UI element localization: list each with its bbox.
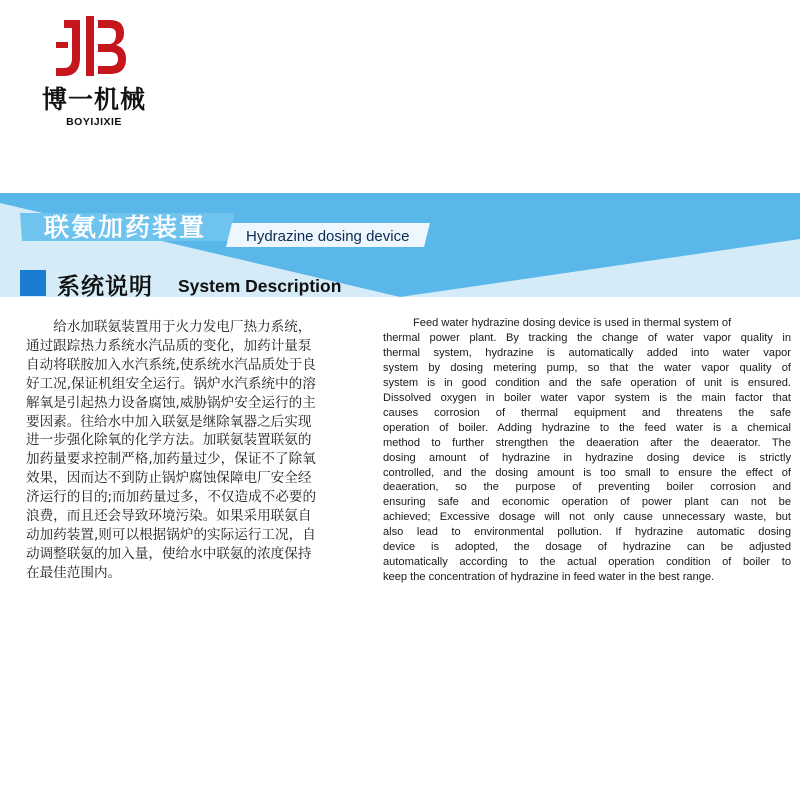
description-en-line: thermal power plant. By tracking the change of water vapor quality in bbox=[383, 331, 791, 344]
description-en bbox=[383, 316, 791, 585]
description-en-line: causes corrosion of thermal equipment and threatens the safe bbox=[383, 406, 791, 419]
description-en-line: system is in good condition and the safe operation of unit is ensured. bbox=[383, 376, 791, 389]
description-en-line: automatically according to the actual operation condition of boiler to bbox=[383, 556, 791, 569]
red-jb-monogram-icon bbox=[50, 12, 130, 80]
description-cn-line: 要因素。往给水中加入联氨是继除氧器之后实现 bbox=[26, 413, 312, 430]
description-en-line: keep the concentration of hydrazine in feed water in the best range. bbox=[383, 571, 715, 584]
description-cn bbox=[26, 318, 366, 583]
banner-title-cn: 联氨加药装置 bbox=[44, 213, 207, 242]
banner-title-en: Hydrazine dosing device bbox=[246, 228, 410, 245]
brand-name-cn: 博一机械 bbox=[41, 85, 146, 114]
description-en-line: device is adopted, the dosage of hydrazine can be adjusted bbox=[383, 541, 791, 554]
description-cn-line: 给水加联氨装置用于火力发电厂热力系统， bbox=[26, 319, 312, 335]
description-en-line: thermal system, hydrazine is automatically added into water vapor bbox=[383, 346, 791, 359]
description-cn-line: 自动将联胺加入水汽系统,使系统水汽品质处于良 bbox=[26, 356, 316, 373]
description-cn-line: 解氧是引起热力设备腐蚀,威胁锅炉安全运行的主 bbox=[26, 394, 316, 411]
description-cn-line: 通过跟踪热力系统水汽品质的变化，加药计量泵 bbox=[26, 337, 312, 354]
description-cn-line: 浪费，而且还会导致环境污染。如果采用联氨自 bbox=[26, 508, 312, 525]
description-en-line: method to further strengthen the deaeration after the deaerator. The bbox=[383, 436, 791, 449]
description-en-line: controlled, and the dosing amount is too small to ensure the effect of bbox=[383, 466, 791, 479]
description-cn-line: 加药量要求控制严格,加药量过少，保证不了除氧 bbox=[26, 451, 316, 468]
description-en-line: ensuring safe and economic operation of power plant can not be bbox=[383, 496, 791, 509]
description-cn-line: 好工况,保证机组安全运行。锅炉水汽系统中的溶 bbox=[26, 375, 316, 392]
brand-logo bbox=[30, 8, 170, 133]
description-cn-line: 动加药装置,则可以根据锅炉的实际运行工况，自 bbox=[26, 526, 316, 543]
description-cn-line: 效果，因而达不到防止锅炉腐蚀保障电厂安全经 bbox=[26, 470, 312, 487]
description-en-line: also lead to environmental pollution. If hydrazine automatic dosing bbox=[383, 526, 791, 539]
description-en-line: operation of boiler. Adding hydrazine to the feed water is a chemical bbox=[383, 421, 791, 434]
description-en-line: Dissolved oxygen in boiler water vapor system is the main factor that bbox=[383, 391, 791, 404]
description-en-line: achieved; Excessive dosage will not only cause unnecessary waste, but bbox=[383, 511, 791, 524]
section-title-cn: 系统说明 bbox=[57, 274, 153, 300]
description-en-line: deaeration, so the purpose of preventing boiler corrosion and bbox=[383, 481, 791, 494]
brand-name-en: BOYIJIXIE bbox=[66, 116, 122, 128]
description-en-line: Feed water hydrazine dosing device is used in thermal system of bbox=[413, 317, 732, 329]
description-cn-line: 在最佳范围内。 bbox=[26, 564, 122, 581]
description-en-line: system by dosing metering pump, so that the water vapor quality of bbox=[383, 361, 791, 374]
section-title-en: System Description bbox=[178, 276, 342, 296]
description-cn-line: 动调整联氨的加入量，使给水中联氨的浓度保持 bbox=[26, 545, 312, 562]
description-cn-line: 济运行的目的;而加药量过多，不仅造成不必要的 bbox=[26, 489, 317, 506]
section-marker bbox=[20, 270, 46, 296]
description-cn-line: 进一步强化除氧的化学方法。加联氨装置联氨的 bbox=[26, 432, 312, 449]
description-en-line: dosing amount of hydrazine in hydrazine dosing device is strictly bbox=[383, 451, 791, 464]
